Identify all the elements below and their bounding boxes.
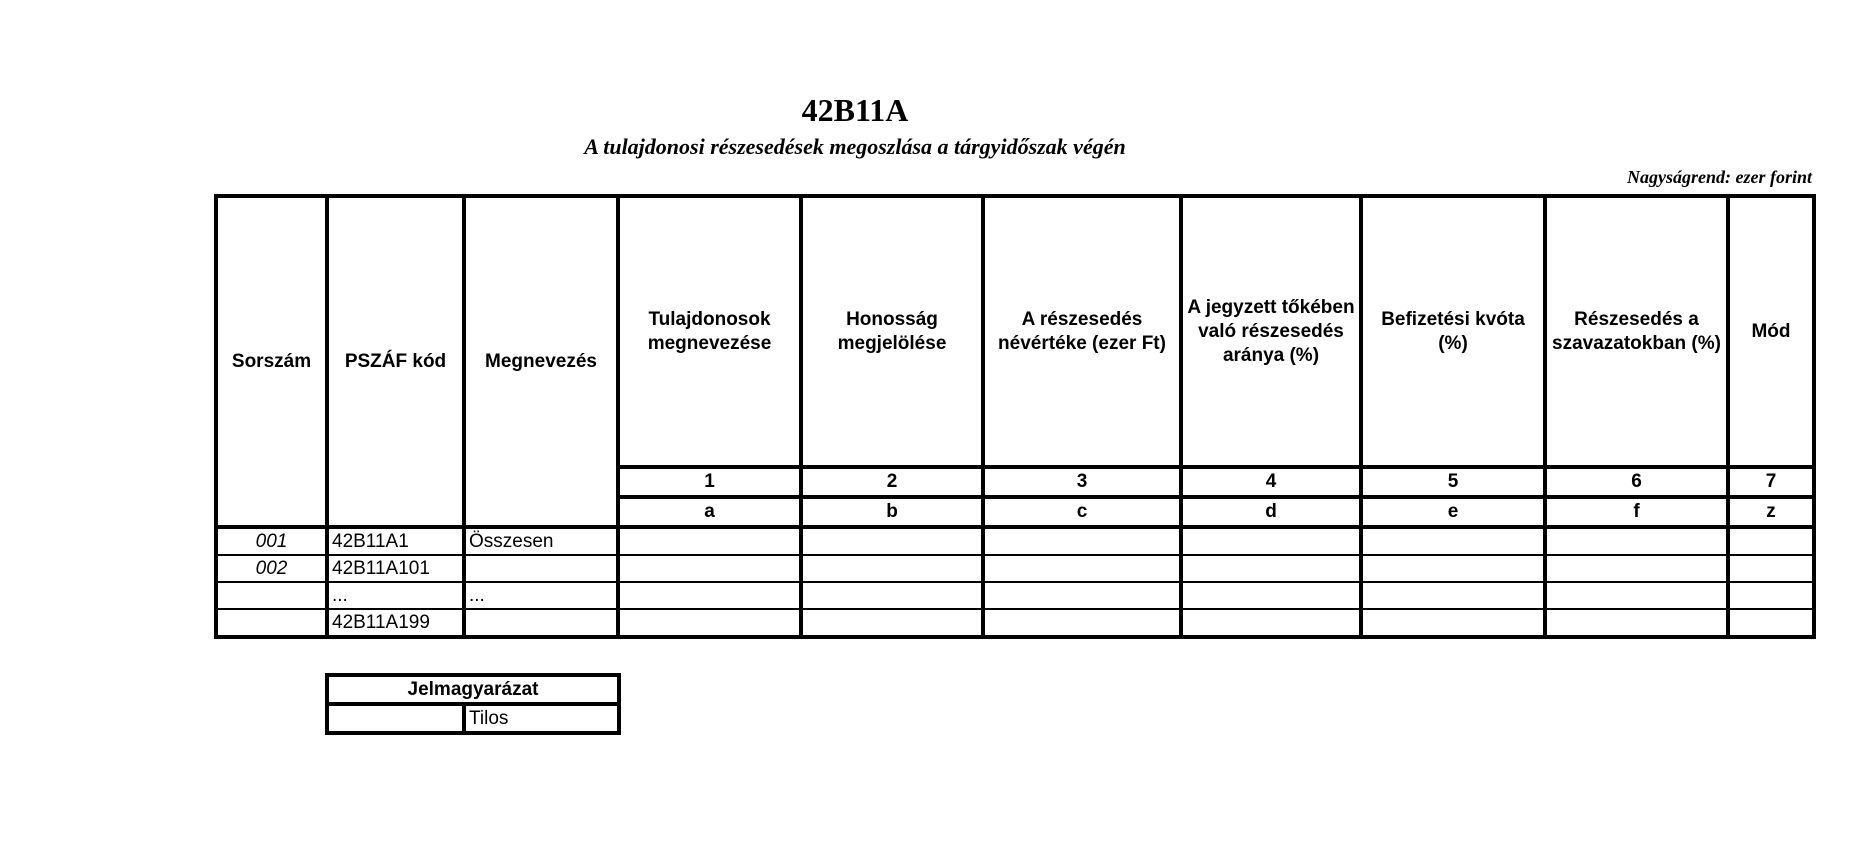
col-letter-7: z [1728,497,1814,527]
table-row [216,527,1814,555]
header-sorszam: Sorszám [216,196,327,527]
header-col-4: A jegyzett tőkében való részesedés aránya (%) [1181,196,1361,467]
table-row [216,582,1814,609]
shareholding-table [214,194,1816,639]
data-cell[interactable] [801,609,983,637]
table-row [216,609,1814,637]
row-sorszam [216,582,327,609]
legend-title: Jelmagyarázat [327,675,619,704]
form-code-title: 42B11A [801,92,909,128]
row-pszaf-kod: 42B11A1 [327,527,464,555]
header-col-6: Részesedés a szavazatokban (%) [1545,196,1728,467]
header-col-2: Honosság megjelölése [801,196,983,467]
col-number-7: 7 [1728,467,1814,497]
legend-table [325,673,621,735]
row-megnevezes [464,555,618,582]
form-subtitle: A tulajdonosi részesedések megoszlása a tárgyidőszak végén [584,134,1126,159]
col-letter-5: e [1361,497,1545,527]
row-megnevezes [464,609,618,637]
data-cell[interactable] [1545,555,1728,582]
data-cell[interactable] [983,555,1181,582]
col-number-2: 2 [801,467,983,497]
col-number-6: 6 [1545,467,1728,497]
header-col-7: Mód [1728,196,1814,467]
data-cell[interactable] [801,555,983,582]
col-number-3: 3 [983,467,1181,497]
data-cell[interactable] [618,555,801,582]
col-letter-4: d [1181,497,1361,527]
col-number-4: 4 [1181,467,1361,497]
legend-symbol [327,704,464,733]
data-cell[interactable] [1545,527,1728,555]
header-col-1: Tulajdonosok megnevezése [618,196,801,467]
data-cell[interactable] [1545,609,1728,637]
row-sorszam: 002 [216,555,327,582]
col-number-5: 5 [1361,467,1545,497]
col-letter-3: c [983,497,1181,527]
data-cell[interactable] [1728,609,1814,637]
data-cell[interactable] [983,527,1181,555]
legend-label: Tilos [464,704,619,733]
data-cell[interactable] [1181,527,1361,555]
data-cell[interactable] [801,582,983,609]
data-cell[interactable] [1545,582,1728,609]
data-cell[interactable] [1181,555,1361,582]
data-cell[interactable] [983,609,1181,637]
row-sorszam [216,609,327,637]
data-cell[interactable] [618,527,801,555]
data-cell[interactable] [1361,555,1545,582]
col-number-1: 1 [618,467,801,497]
col-letter-1: a [618,497,801,527]
data-cell[interactable] [1181,609,1361,637]
row-pszaf-kod: ... [327,582,464,609]
row-sorszam: 001 [216,527,327,555]
legend-item [327,704,619,733]
data-cell[interactable] [1361,582,1545,609]
row-pszaf-kod: 42B11A199 [327,609,464,637]
header-row [216,196,1814,467]
data-cell[interactable] [1728,582,1814,609]
row-pszaf-kod: 42B11A101 [327,555,464,582]
header-pszaf-kod: PSZÁF kód [327,196,464,527]
table-row [216,555,1814,582]
data-cell[interactable] [618,582,801,609]
data-cell[interactable] [801,527,983,555]
data-cell[interactable] [1361,609,1545,637]
data-cell[interactable] [1361,527,1545,555]
magnitude-note: Nagyságrend: ezer forint [1627,167,1812,187]
header-megnevezes: Megnevezés [464,196,618,527]
col-letter-2: b [801,497,983,527]
header-col-3: A részesedés névértéke (ezer Ft) [983,196,1181,467]
header-col-5: Befizetési kvóta (%) [1361,196,1545,467]
col-letter-6: f [1545,497,1728,527]
data-cell[interactable] [983,582,1181,609]
data-cell[interactable] [1181,582,1361,609]
data-cell[interactable] [1728,527,1814,555]
data-cell[interactable] [1728,555,1814,582]
row-megnevezes: ... [464,582,618,609]
row-megnevezes: Összesen [464,527,618,555]
data-cell[interactable] [618,609,801,637]
